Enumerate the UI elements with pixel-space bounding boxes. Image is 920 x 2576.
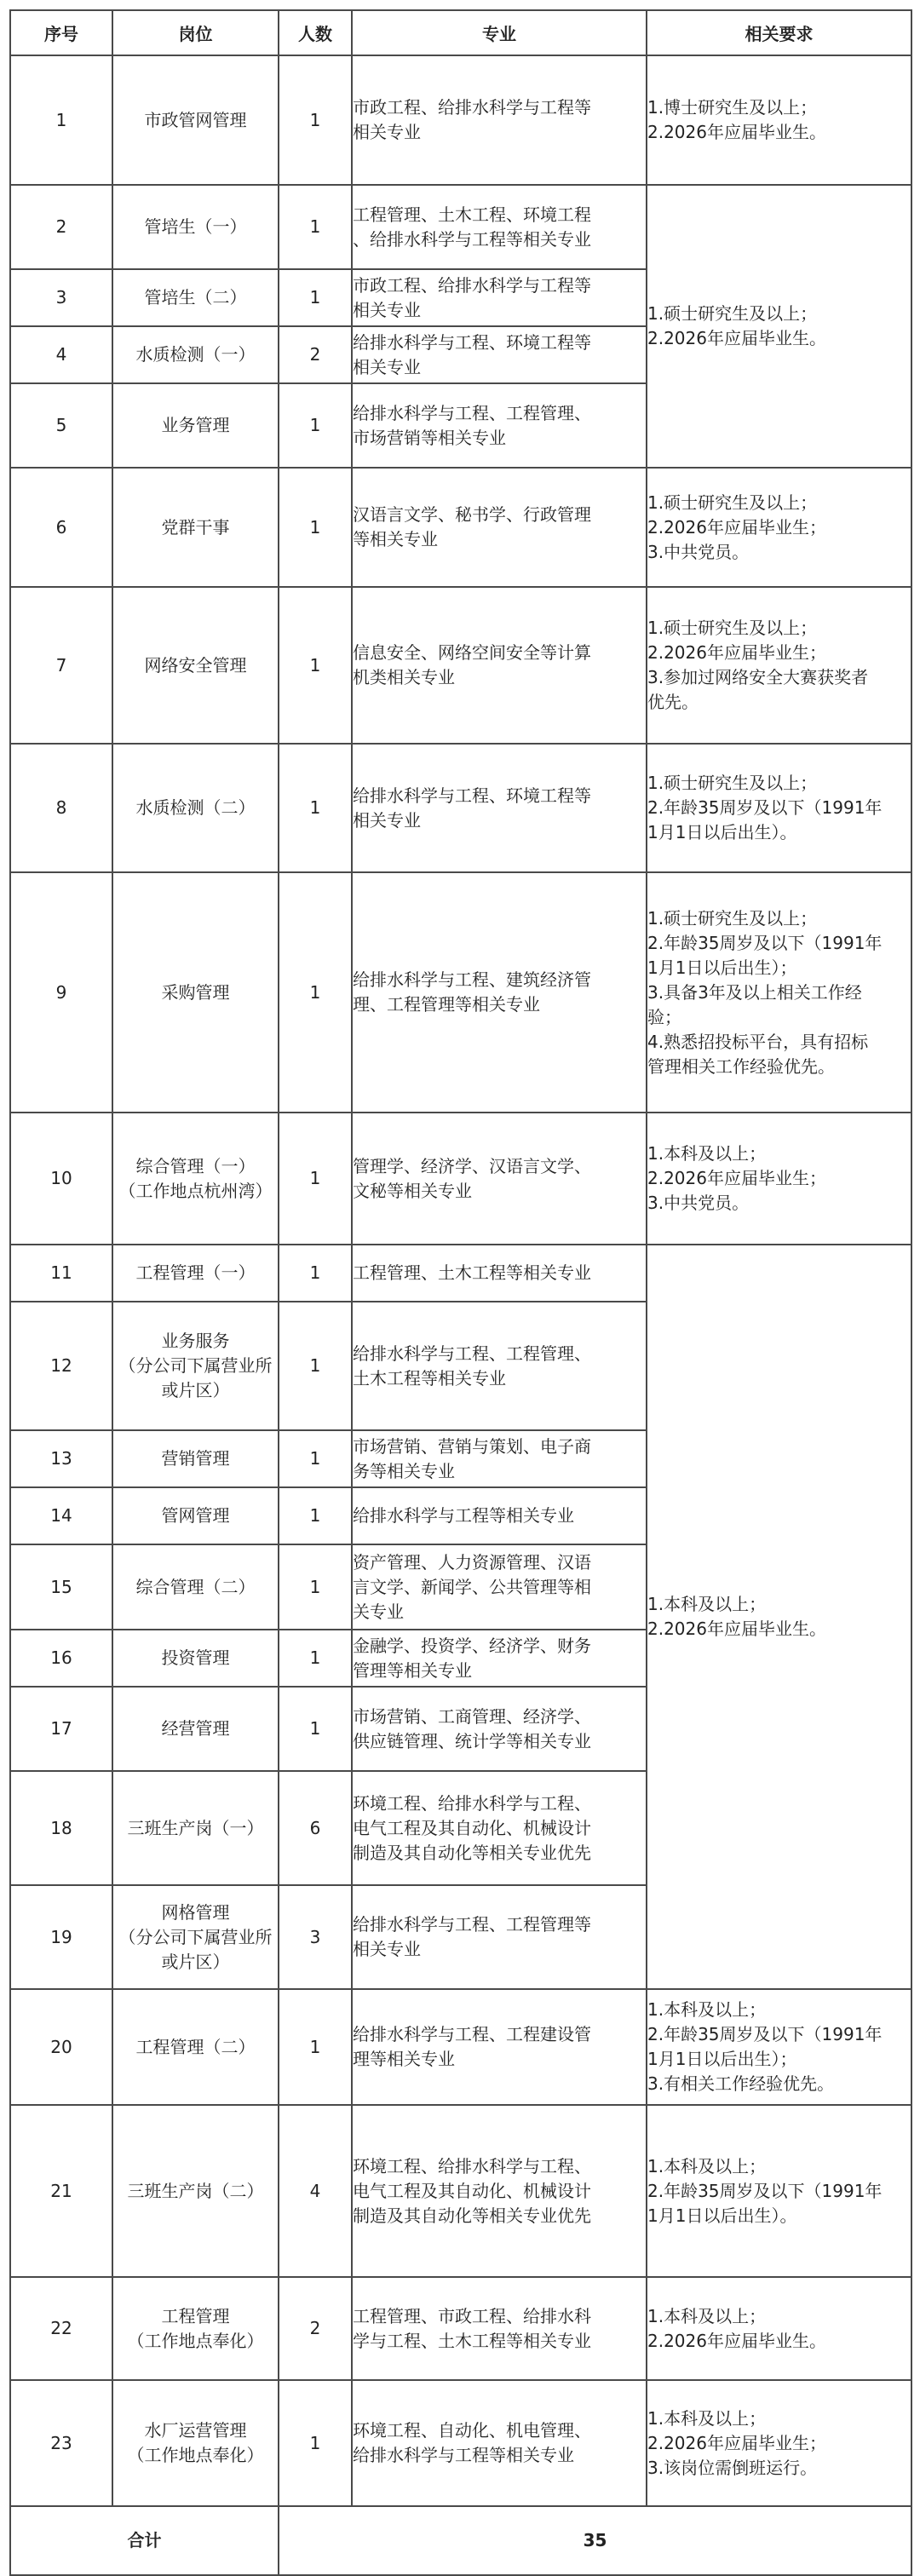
major-line: 给排水科学与工程、环境工程等 bbox=[353, 331, 591, 353]
cell-no: 21 bbox=[10, 2105, 112, 2277]
cell-no: 10 bbox=[10, 1113, 112, 1245]
requirement-line: 1.本科及以上； bbox=[647, 1594, 767, 1614]
position-line: （分公司下属营业所 bbox=[118, 1926, 273, 1947]
cell-requirement bbox=[647, 55, 911, 185]
requirement-line: 2.2026年应届毕业生。 bbox=[647, 122, 826, 142]
cell-requirement bbox=[647, 1113, 911, 1245]
position-line: 管培生（一） bbox=[144, 216, 247, 237]
major-line: 相关专业 bbox=[353, 1939, 421, 1959]
requirement-line: 验； bbox=[647, 1006, 681, 1027]
cell-no: 1 bbox=[10, 55, 112, 185]
position-line: 工程管理（二） bbox=[135, 2036, 256, 2057]
cell-major bbox=[352, 269, 647, 326]
cell-major bbox=[352, 1885, 647, 1989]
requirement-line: 3.参加过网络安全大赛获奖者 bbox=[647, 667, 869, 687]
major-line: 文秘等相关专业 bbox=[353, 1180, 472, 1201]
requirement-line: 1.硕士研究生及以上； bbox=[647, 907, 818, 929]
cell-position bbox=[112, 1544, 279, 1630]
cell-count: 2 bbox=[279, 326, 352, 383]
major-line: 学与工程、土木工程等相关专业 bbox=[353, 2330, 591, 2351]
position-line: 三班生产岗（一） bbox=[127, 1817, 264, 1838]
requirement-line: 2.2026年应届毕业生； bbox=[647, 1168, 826, 1188]
cell-requirement bbox=[647, 468, 911, 587]
major-line: 土木工程等相关专业 bbox=[353, 1367, 506, 1389]
position-line: 水质检测（一） bbox=[135, 344, 256, 365]
major-line: 电气工程及其自动化、机械设计 bbox=[353, 1817, 591, 1838]
cell-major bbox=[352, 1989, 647, 2105]
cell-count: 1 bbox=[279, 1113, 352, 1245]
cell-position bbox=[112, 2380, 279, 2506]
major-line: 市场营销等相关专业 bbox=[353, 427, 506, 448]
major-line: 给排水科学与工程、环境工程等 bbox=[353, 785, 591, 806]
cell-no: 23 bbox=[10, 2380, 112, 2506]
cell-major bbox=[352, 1302, 647, 1430]
major-line: 务等相关专业 bbox=[353, 1460, 455, 1481]
cell-count: 3 bbox=[279, 1885, 352, 1989]
cell-count: 1 bbox=[279, 872, 352, 1113]
cell-major bbox=[352, 1687, 647, 1771]
cell-major bbox=[352, 468, 647, 587]
total-label: 合计 bbox=[10, 2506, 279, 2575]
position-line: 网络安全管理 bbox=[144, 654, 247, 676]
requirement-line: 1月1日以后出生）； bbox=[647, 2049, 797, 2069]
cell-count: 1 bbox=[279, 1630, 352, 1687]
major-line: 金融学、投资学、经济学、财务 bbox=[353, 1635, 591, 1656]
major-line: 工程管理、土木工程、环境工程 bbox=[353, 204, 591, 225]
table-row bbox=[10, 872, 911, 1113]
cell-count: 1 bbox=[279, 269, 352, 326]
cell-no: 6 bbox=[10, 468, 112, 587]
requirement-line: 1.本科及以上； bbox=[647, 1143, 767, 1164]
cell-no: 8 bbox=[10, 744, 112, 872]
cell-position bbox=[112, 1487, 279, 1544]
requirement-line: 1月1日以后出生）； bbox=[647, 957, 797, 978]
cell-requirement bbox=[647, 1989, 911, 2105]
cell-requirement bbox=[647, 2380, 911, 2506]
cell-no: 14 bbox=[10, 1487, 112, 1544]
cell-position bbox=[112, 1771, 279, 1885]
requirement-line: 2.年龄35周岁及以下（1991年 bbox=[647, 932, 883, 953]
cell-no: 9 bbox=[10, 872, 112, 1113]
position-line: 管培生（二） bbox=[144, 287, 247, 308]
requirement-line: 2.2026年应届毕业生； bbox=[647, 2432, 826, 2453]
major-line: 市政工程、给排水科学与工程等 bbox=[353, 97, 591, 118]
position-line: 采购管理 bbox=[161, 981, 230, 1003]
cell-position bbox=[112, 1245, 279, 1302]
requirement-line: 3.该岗位需倒班运行。 bbox=[647, 2457, 818, 2478]
cell-position bbox=[112, 744, 279, 872]
cell-position bbox=[112, 383, 279, 468]
major-line: 电气工程及其自动化、机械设计 bbox=[353, 2180, 591, 2201]
cell-major bbox=[352, 587, 647, 744]
table-row bbox=[10, 2380, 911, 2506]
cell-count: 1 bbox=[279, 1302, 352, 1430]
requirement-line: 4.熟悉招投标平台，具有招标 bbox=[647, 1031, 869, 1052]
major-line: 市场营销、营销与策划、电子商 bbox=[353, 1435, 591, 1457]
header-position: 岗位 bbox=[112, 10, 279, 55]
table-header-row bbox=[10, 10, 911, 55]
cell-position bbox=[112, 468, 279, 587]
major-line: 市政工程、给排水科学与工程等 bbox=[353, 274, 591, 296]
table-row bbox=[10, 185, 911, 269]
position-line: 市政管网管理 bbox=[144, 109, 247, 130]
cell-position bbox=[112, 587, 279, 744]
cell-count: 2 bbox=[279, 2277, 352, 2380]
cell-major bbox=[352, 872, 647, 1113]
major-line: 给排水科学与工程等相关专业 bbox=[353, 1505, 574, 1526]
cell-position bbox=[112, 1989, 279, 2105]
major-line: 、给排水科学与工程等相关专业 bbox=[353, 228, 591, 250]
cell-position bbox=[112, 1113, 279, 1245]
position-line: 综合管理（二） bbox=[135, 1576, 256, 1597]
position-line: （工作地点杭州湾） bbox=[118, 1180, 273, 1201]
requirement-line: 3.中共党员。 bbox=[647, 1193, 750, 1213]
cell-count: 1 bbox=[279, 55, 352, 185]
cell-count: 6 bbox=[279, 1771, 352, 1885]
cell-count: 1 bbox=[279, 1687, 352, 1771]
cell-requirement bbox=[647, 2277, 911, 2380]
cell-major bbox=[352, 383, 647, 468]
cell-major bbox=[352, 1544, 647, 1630]
requirement-line: 1.硕士研究生及以上； bbox=[647, 492, 818, 513]
header-count: 人数 bbox=[279, 10, 352, 55]
cell-count: 1 bbox=[279, 1989, 352, 2105]
major-line: 给排水科学与工程、工程管理、 bbox=[353, 402, 591, 423]
major-line: 市场营销、工商管理、经济学、 bbox=[353, 1705, 591, 1727]
table-row bbox=[10, 55, 911, 185]
cell-no: 3 bbox=[10, 269, 112, 326]
cell-requirement bbox=[647, 872, 911, 1113]
cell-count: 1 bbox=[279, 383, 352, 468]
major-line: 制造及其自动化等相关专业优先 bbox=[353, 2205, 591, 2226]
table-row bbox=[10, 1113, 911, 1245]
position-line: 综合管理（一） bbox=[135, 1155, 256, 1176]
major-line: 环境工程、自动化、机电管理、 bbox=[353, 2420, 591, 2441]
major-line: 制造及其自动化等相关专业优先 bbox=[353, 1842, 591, 1863]
requirement-line: 2.年龄35周岁及以下（1991年 bbox=[647, 2180, 883, 2201]
requirement-line: 1.本科及以上； bbox=[647, 2305, 767, 2326]
cell-count: 1 bbox=[279, 1430, 352, 1487]
cell-requirement bbox=[647, 1245, 911, 1989]
major-line: 给排水科学与工程、建筑经济管 bbox=[353, 969, 591, 990]
header-requirement: 相关要求 bbox=[647, 10, 911, 55]
table-row bbox=[10, 1989, 911, 2105]
position-line: 业务管理 bbox=[161, 415, 230, 435]
cell-position bbox=[112, 55, 279, 185]
major-line: 给排水科学与工程等相关专业 bbox=[353, 2445, 574, 2465]
cell-position bbox=[112, 1430, 279, 1487]
cell-major bbox=[352, 1487, 647, 1544]
major-line: 汉语言文学、秘书学、行政管理 bbox=[353, 504, 591, 525]
cell-major bbox=[352, 185, 647, 269]
major-line: 信息安全、网络空间安全等计算 bbox=[353, 642, 591, 663]
cell-requirement bbox=[647, 744, 911, 872]
position-line: 管网管理 bbox=[161, 1505, 230, 1526]
cell-major bbox=[352, 2380, 647, 2506]
cell-position bbox=[112, 2277, 279, 2380]
major-line: 给排水科学与工程、工程管理、 bbox=[353, 1343, 591, 1364]
major-line: 工程管理、土木工程等相关专业 bbox=[353, 1262, 591, 1283]
major-line: 相关专业 bbox=[353, 299, 421, 320]
cell-count: 1 bbox=[279, 744, 352, 872]
position-line: 网格管理 bbox=[161, 1901, 230, 1923]
cell-major bbox=[352, 326, 647, 383]
cell-no: 19 bbox=[10, 1885, 112, 1989]
requirement-line: 2.2026年应届毕业生。 bbox=[647, 328, 826, 348]
major-line: 管理学、经济学、汉语言文学、 bbox=[353, 1155, 591, 1176]
major-line: 给排水科学与工程、工程建设管 bbox=[353, 2024, 591, 2044]
major-line: 机类相关专业 bbox=[353, 667, 455, 687]
cell-position bbox=[112, 185, 279, 269]
major-line: 工程管理、市政工程、给排水科 bbox=[353, 2305, 591, 2326]
position-line: 投资管理 bbox=[161, 1647, 230, 1668]
cell-no: 16 bbox=[10, 1630, 112, 1687]
cell-requirement bbox=[647, 185, 911, 468]
requirement-line: 2.年龄35周岁及以下（1991年 bbox=[647, 2024, 883, 2044]
position-line: （工作地点奉化） bbox=[127, 2445, 264, 2465]
position-line: 工程管理 bbox=[161, 2305, 230, 2326]
major-line: 相关专业 bbox=[353, 122, 421, 142]
major-line: 等相关专业 bbox=[353, 529, 438, 549]
cell-position bbox=[112, 872, 279, 1113]
position-line: 业务服务 bbox=[161, 1331, 230, 1351]
cell-no: 15 bbox=[10, 1544, 112, 1630]
cell-requirement bbox=[647, 2105, 911, 2277]
requirement-line: 优先。 bbox=[647, 692, 699, 712]
table-body bbox=[10, 55, 911, 2506]
cell-requirement bbox=[647, 587, 911, 744]
table-row bbox=[10, 468, 911, 587]
cell-count: 1 bbox=[279, 2380, 352, 2506]
cell-position bbox=[112, 326, 279, 383]
total-row bbox=[10, 2506, 911, 2575]
requirement-line: 3.有相关工作经验优先。 bbox=[647, 2073, 835, 2094]
cell-position bbox=[112, 269, 279, 326]
requirement-line: 1月1日以后出生）。 bbox=[647, 822, 797, 842]
requirement-line: 3.中共党员。 bbox=[647, 541, 750, 562]
cell-no: 20 bbox=[10, 1989, 112, 2105]
requirement-line: 1月1日以后出生）。 bbox=[647, 2205, 797, 2226]
cell-count: 4 bbox=[279, 2105, 352, 2277]
major-line: 资产管理、人力资源管理、汉语 bbox=[353, 1551, 591, 1573]
position-line: （分公司下属营业所 bbox=[118, 1355, 273, 1376]
requirement-line: 2.2026年应届毕业生； bbox=[647, 516, 826, 538]
recruitment-table bbox=[9, 9, 912, 2576]
requirement-line: 管理相关工作经验优先。 bbox=[647, 1055, 835, 1077]
cell-major bbox=[352, 1245, 647, 1302]
major-line: 管理等相关专业 bbox=[353, 1659, 472, 1681]
table-row bbox=[10, 1245, 911, 1302]
requirement-line: 1.硕士研究生及以上； bbox=[647, 303, 818, 324]
position-line: 水质检测（二） bbox=[135, 797, 256, 818]
requirement-line: 1.本科及以上； bbox=[647, 1999, 767, 2020]
position-line: （工作地点奉化） bbox=[127, 2330, 264, 2351]
major-line: 理、工程管理等相关专业 bbox=[353, 994, 540, 1015]
requirement-line: 2.2026年应届毕业生； bbox=[647, 642, 826, 663]
cell-count: 1 bbox=[279, 185, 352, 269]
header-no: 序号 bbox=[10, 10, 112, 55]
major-line: 环境工程、给排水科学与工程、 bbox=[353, 2155, 591, 2176]
cell-major bbox=[352, 1771, 647, 1885]
cell-major bbox=[352, 2277, 647, 2380]
cell-major bbox=[352, 55, 647, 185]
cell-no: 17 bbox=[10, 1687, 112, 1771]
cell-major bbox=[352, 1630, 647, 1687]
requirement-line: 1.本科及以上； bbox=[647, 2407, 767, 2429]
position-line: 水厂运营管理 bbox=[144, 2420, 247, 2441]
total-value: 35 bbox=[279, 2506, 911, 2575]
requirement-line: 2.2026年应届毕业生。 bbox=[647, 1619, 826, 1639]
cell-major bbox=[352, 744, 647, 872]
position-line: 党群干事 bbox=[161, 516, 230, 538]
cell-position bbox=[112, 1885, 279, 1989]
major-line: 理等相关专业 bbox=[353, 2049, 455, 2069]
cell-major bbox=[352, 2105, 647, 2277]
major-line: 关专业 bbox=[353, 1601, 404, 1622]
requirement-line: 2.2026年应届毕业生。 bbox=[647, 2330, 826, 2351]
cell-no: 12 bbox=[10, 1302, 112, 1430]
major-line: 给排水科学与工程、工程管理等 bbox=[353, 1914, 591, 1935]
cell-position bbox=[112, 1630, 279, 1687]
cell-no: 13 bbox=[10, 1430, 112, 1487]
cell-position bbox=[112, 1302, 279, 1430]
cell-major bbox=[352, 1430, 647, 1487]
cell-no: 22 bbox=[10, 2277, 112, 2380]
cell-no: 18 bbox=[10, 1771, 112, 1885]
cell-position bbox=[112, 1687, 279, 1771]
major-line: 环境工程、给排水科学与工程、 bbox=[353, 1792, 591, 1814]
cell-major bbox=[352, 1113, 647, 1245]
cell-no: 11 bbox=[10, 1245, 112, 1302]
major-line: 相关专业 bbox=[353, 356, 421, 377]
position-line: 营销管理 bbox=[161, 1448, 230, 1469]
major-line: 相关专业 bbox=[353, 809, 421, 831]
cell-count: 1 bbox=[279, 587, 352, 744]
cell-count: 1 bbox=[279, 1487, 352, 1544]
position-line: 或片区） bbox=[161, 1380, 230, 1400]
requirement-line: 1.本科及以上； bbox=[647, 2155, 767, 2176]
table-row bbox=[10, 587, 911, 744]
requirement-line: 1.博士研究生及以上； bbox=[647, 97, 818, 118]
cell-count: 1 bbox=[279, 1544, 352, 1630]
cell-no: 7 bbox=[10, 587, 112, 744]
requirement-line: 3.具备3年及以上相关工作经 bbox=[647, 981, 862, 1003]
position-line: 工程管理（一） bbox=[135, 1262, 256, 1283]
major-line: 供应链管理、统计学等相关专业 bbox=[353, 1730, 591, 1751]
header-major: 专业 bbox=[352, 10, 647, 55]
position-line: 或片区） bbox=[161, 1951, 230, 1972]
requirement-line: 1.硕士研究生及以上； bbox=[647, 618, 818, 638]
position-line: 经营管理 bbox=[161, 1718, 230, 1739]
cell-count: 1 bbox=[279, 1245, 352, 1302]
major-line: 言文学、新闻学、公共管理等相 bbox=[353, 1576, 591, 1597]
requirement-line: 1.硕士研究生及以上； bbox=[647, 773, 818, 793]
cell-no: 5 bbox=[10, 383, 112, 468]
table-row bbox=[10, 2277, 911, 2380]
cell-position bbox=[112, 2105, 279, 2277]
table-row bbox=[10, 2105, 911, 2277]
requirement-line: 2.年龄35周岁及以下（1991年 bbox=[647, 797, 883, 818]
position-line: 三班生产岗（二） bbox=[127, 2180, 264, 2201]
cell-count: 1 bbox=[279, 468, 352, 587]
cell-no: 4 bbox=[10, 326, 112, 383]
cell-no: 2 bbox=[10, 185, 112, 269]
table-row bbox=[10, 744, 911, 872]
